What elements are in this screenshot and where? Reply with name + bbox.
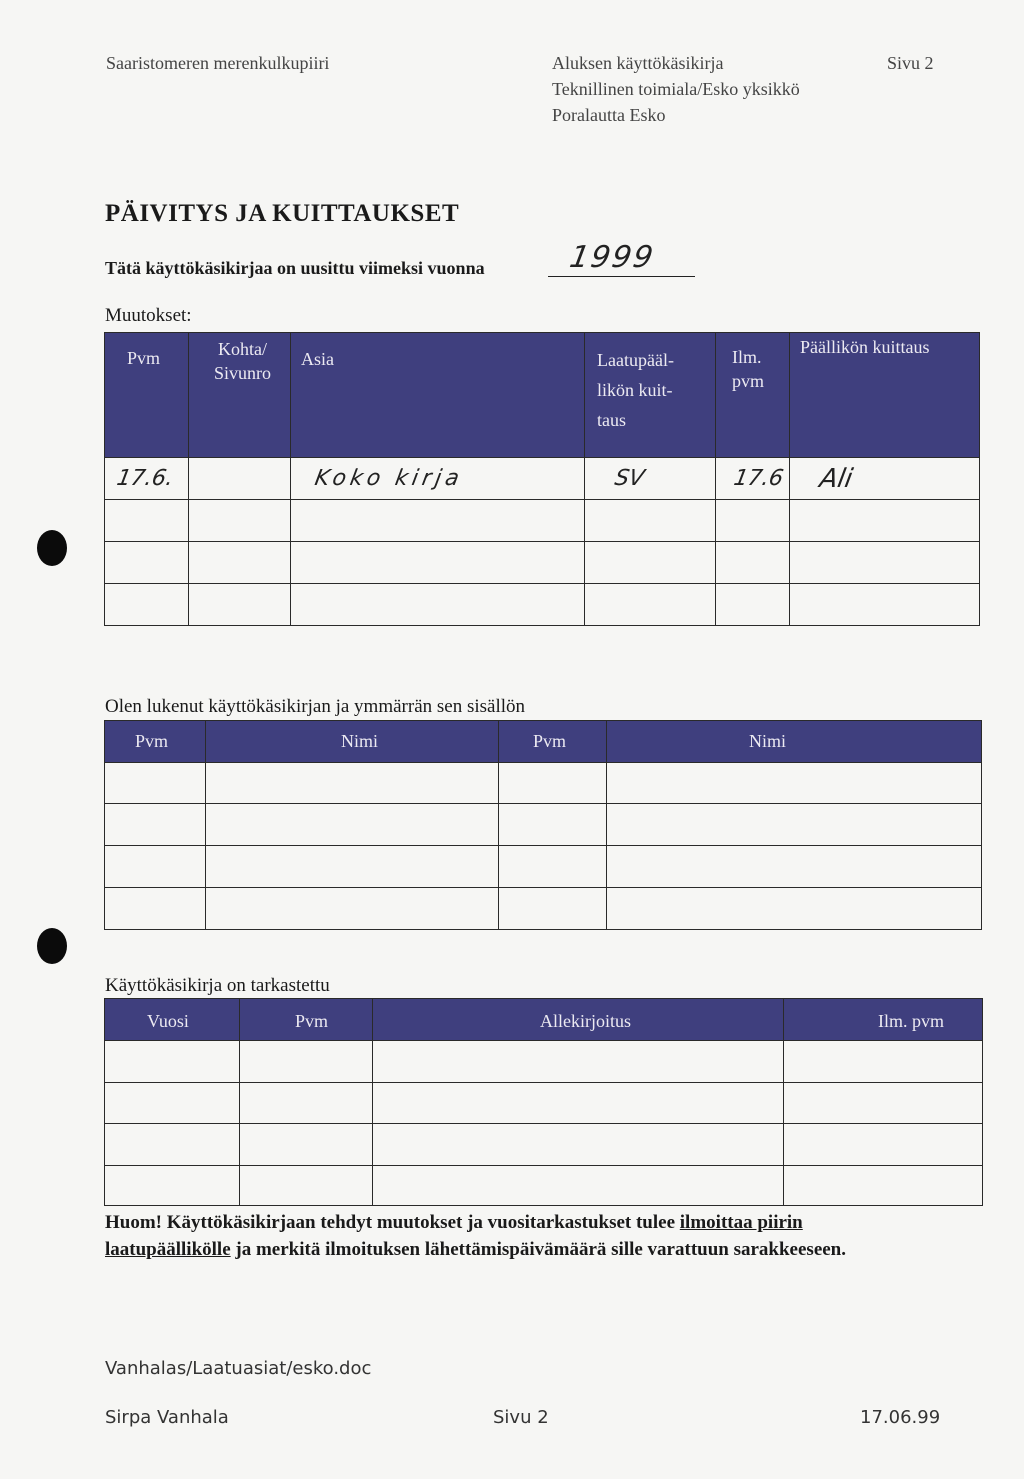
- department: Teknillinen toimiala/Esko yksikkö: [552, 79, 800, 99]
- entry-pvm: 17.6.: [114, 466, 176, 491]
- note-text-2: ja merkitä ilmoituksen lähettämispäivämäärä sille varattuun sarakkeeseen.: [230, 1239, 846, 1260]
- cell[interactable]: [607, 763, 982, 804]
- cell[interactable]: [206, 846, 499, 888]
- cell[interactable]: [585, 500, 716, 542]
- read-table: [104, 720, 982, 930]
- cell[interactable]: [716, 584, 790, 626]
- cell[interactable]: [240, 1166, 373, 1206]
- section-title: PÄIVITYS JA KUITTAUKSET: [105, 200, 460, 227]
- table-row: [105, 1124, 983, 1166]
- cell[interactable]: [206, 763, 499, 804]
- cell[interactable]: [189, 584, 291, 626]
- cell[interactable]: [607, 804, 982, 846]
- cell[interactable]: [716, 500, 790, 542]
- footer-file-path: Vanhalas/Laatuasiat/esko.doc: [105, 1358, 372, 1379]
- entry-paallikko-signature: Ali: [817, 463, 855, 494]
- cell[interactable]: [716, 458, 790, 500]
- cell[interactable]: [105, 1041, 240, 1083]
- table-row: [105, 584, 980, 626]
- cell[interactable]: [105, 846, 206, 888]
- col-read-pvm-1: Pvm: [105, 721, 206, 763]
- cell[interactable]: [105, 1124, 240, 1166]
- cell[interactable]: [189, 458, 291, 500]
- col-asia: Asia: [291, 333, 585, 458]
- col-laatupaallikko: Laatupääl- likön kuit- taus: [585, 333, 716, 458]
- cell[interactable]: [784, 1083, 983, 1124]
- footer-page: Sivu 2: [493, 1407, 549, 1428]
- renewed-underline: [548, 276, 695, 277]
- inspected-label: Käyttökäsikirja on tarkastettu: [105, 975, 330, 996]
- cell[interactable]: [291, 458, 585, 500]
- cell[interactable]: [105, 458, 189, 500]
- entry-laatu-signature: SV: [612, 466, 647, 491]
- col-allekirjoitus: Allekirjoitus: [373, 999, 784, 1041]
- vessel-name: Poralautta Esko: [552, 105, 666, 125]
- cell[interactable]: [291, 500, 585, 542]
- col-pvm: Pvm: [105, 333, 189, 458]
- cell[interactable]: [240, 1083, 373, 1124]
- cell[interactable]: [240, 1041, 373, 1083]
- cell[interactable]: [291, 584, 585, 626]
- cell[interactable]: [206, 888, 499, 930]
- cell[interactable]: [790, 584, 980, 626]
- table-row: [105, 846, 982, 888]
- table-row: [105, 1083, 983, 1124]
- col-inspected-pvm: Pvm: [240, 999, 373, 1041]
- cell[interactable]: [373, 1166, 784, 1206]
- renewed-year-handwritten: 1999: [566, 240, 658, 275]
- cell[interactable]: [499, 763, 607, 804]
- note-link-2: laatupäällikölle: [105, 1239, 231, 1260]
- table-row: [105, 888, 982, 930]
- cell[interactable]: [585, 542, 716, 584]
- changes-label: Muutokset:: [105, 305, 192, 326]
- note-prefix: Huom!: [105, 1212, 162, 1233]
- cell[interactable]: [206, 804, 499, 846]
- cell[interactable]: [189, 500, 291, 542]
- col-kohta: Kohta/ Sivunro: [189, 333, 291, 458]
- cell[interactable]: [373, 1124, 784, 1166]
- note: [105, 1209, 935, 1263]
- read-label: Olen lukenut käyttökäsikirjan ja ymmärrän sen sisällön: [105, 696, 526, 717]
- punch-hole-bottom: [37, 928, 67, 964]
- col-ilm-pvm: Ilm. pvm: [716, 333, 790, 458]
- cell[interactable]: [499, 888, 607, 930]
- entry-asia: Koko kirja: [312, 466, 466, 491]
- punch-hole-top: [37, 530, 67, 566]
- district-name: Saaristomeren merenkulkupiiri: [106, 53, 330, 73]
- cell[interactable]: [790, 542, 980, 584]
- table-row: [105, 763, 982, 804]
- cell[interactable]: [784, 1166, 983, 1206]
- cell[interactable]: [790, 500, 980, 542]
- cell[interactable]: [105, 500, 189, 542]
- cell[interactable]: [499, 846, 607, 888]
- table-row: [105, 500, 980, 542]
- inspected-table: [104, 998, 983, 1206]
- entry-ilm-pvm: 17.6: [731, 466, 786, 491]
- table-row: [105, 804, 982, 846]
- cell[interactable]: [499, 804, 607, 846]
- cell[interactable]: [189, 542, 291, 584]
- cell[interactable]: [105, 584, 189, 626]
- note-text-1: Käyttökäsikirjaan tehdyt muutokset ja vuositarkastukset tulee: [162, 1212, 680, 1233]
- footer-author: Sirpa Vanhala: [105, 1407, 229, 1428]
- cell[interactable]: [716, 542, 790, 584]
- changes-table: [104, 332, 980, 626]
- renewed-label: Tätä käyttökäsikirjaa on uusittu viimeksi vuonna: [105, 258, 485, 278]
- cell[interactable]: [607, 846, 982, 888]
- cell[interactable]: [784, 1124, 983, 1166]
- col-vuosi: Vuosi: [105, 999, 240, 1041]
- document-title: Aluksen käyttökäsikirja: [552, 53, 724, 73]
- col-inspected-ilm-pvm: Ilm. pvm: [784, 999, 983, 1041]
- footer-date: 17.06.99: [860, 1407, 941, 1428]
- col-read-nimi-1: Nimi: [206, 721, 499, 763]
- cell[interactable]: [607, 888, 982, 930]
- cell[interactable]: [105, 542, 189, 584]
- table-row: [105, 542, 980, 584]
- cell[interactable]: [373, 1041, 784, 1083]
- col-paallikko: Päällikön kuittaus: [790, 333, 980, 458]
- page-number: Sivu 2: [887, 53, 934, 73]
- cell[interactable]: [291, 542, 585, 584]
- cell[interactable]: [105, 804, 206, 846]
- cell[interactable]: [105, 763, 206, 804]
- table-row: [105, 1041, 983, 1083]
- col-read-pvm-2: Pvm: [499, 721, 607, 763]
- cell[interactable]: [790, 458, 980, 500]
- table-row: [105, 1166, 983, 1206]
- cell[interactable]: [784, 1041, 983, 1083]
- cell[interactable]: [373, 1083, 784, 1124]
- cell[interactable]: [585, 458, 716, 500]
- cell[interactable]: [105, 888, 206, 930]
- cell[interactable]: [240, 1124, 373, 1166]
- cell[interactable]: [105, 1083, 240, 1124]
- cell[interactable]: [585, 584, 716, 626]
- col-read-nimi-2: Nimi: [607, 721, 982, 763]
- cell[interactable]: [105, 1166, 240, 1206]
- note-link-1: ilmoittaa piirin: [679, 1212, 803, 1233]
- table-row: [105, 458, 980, 500]
